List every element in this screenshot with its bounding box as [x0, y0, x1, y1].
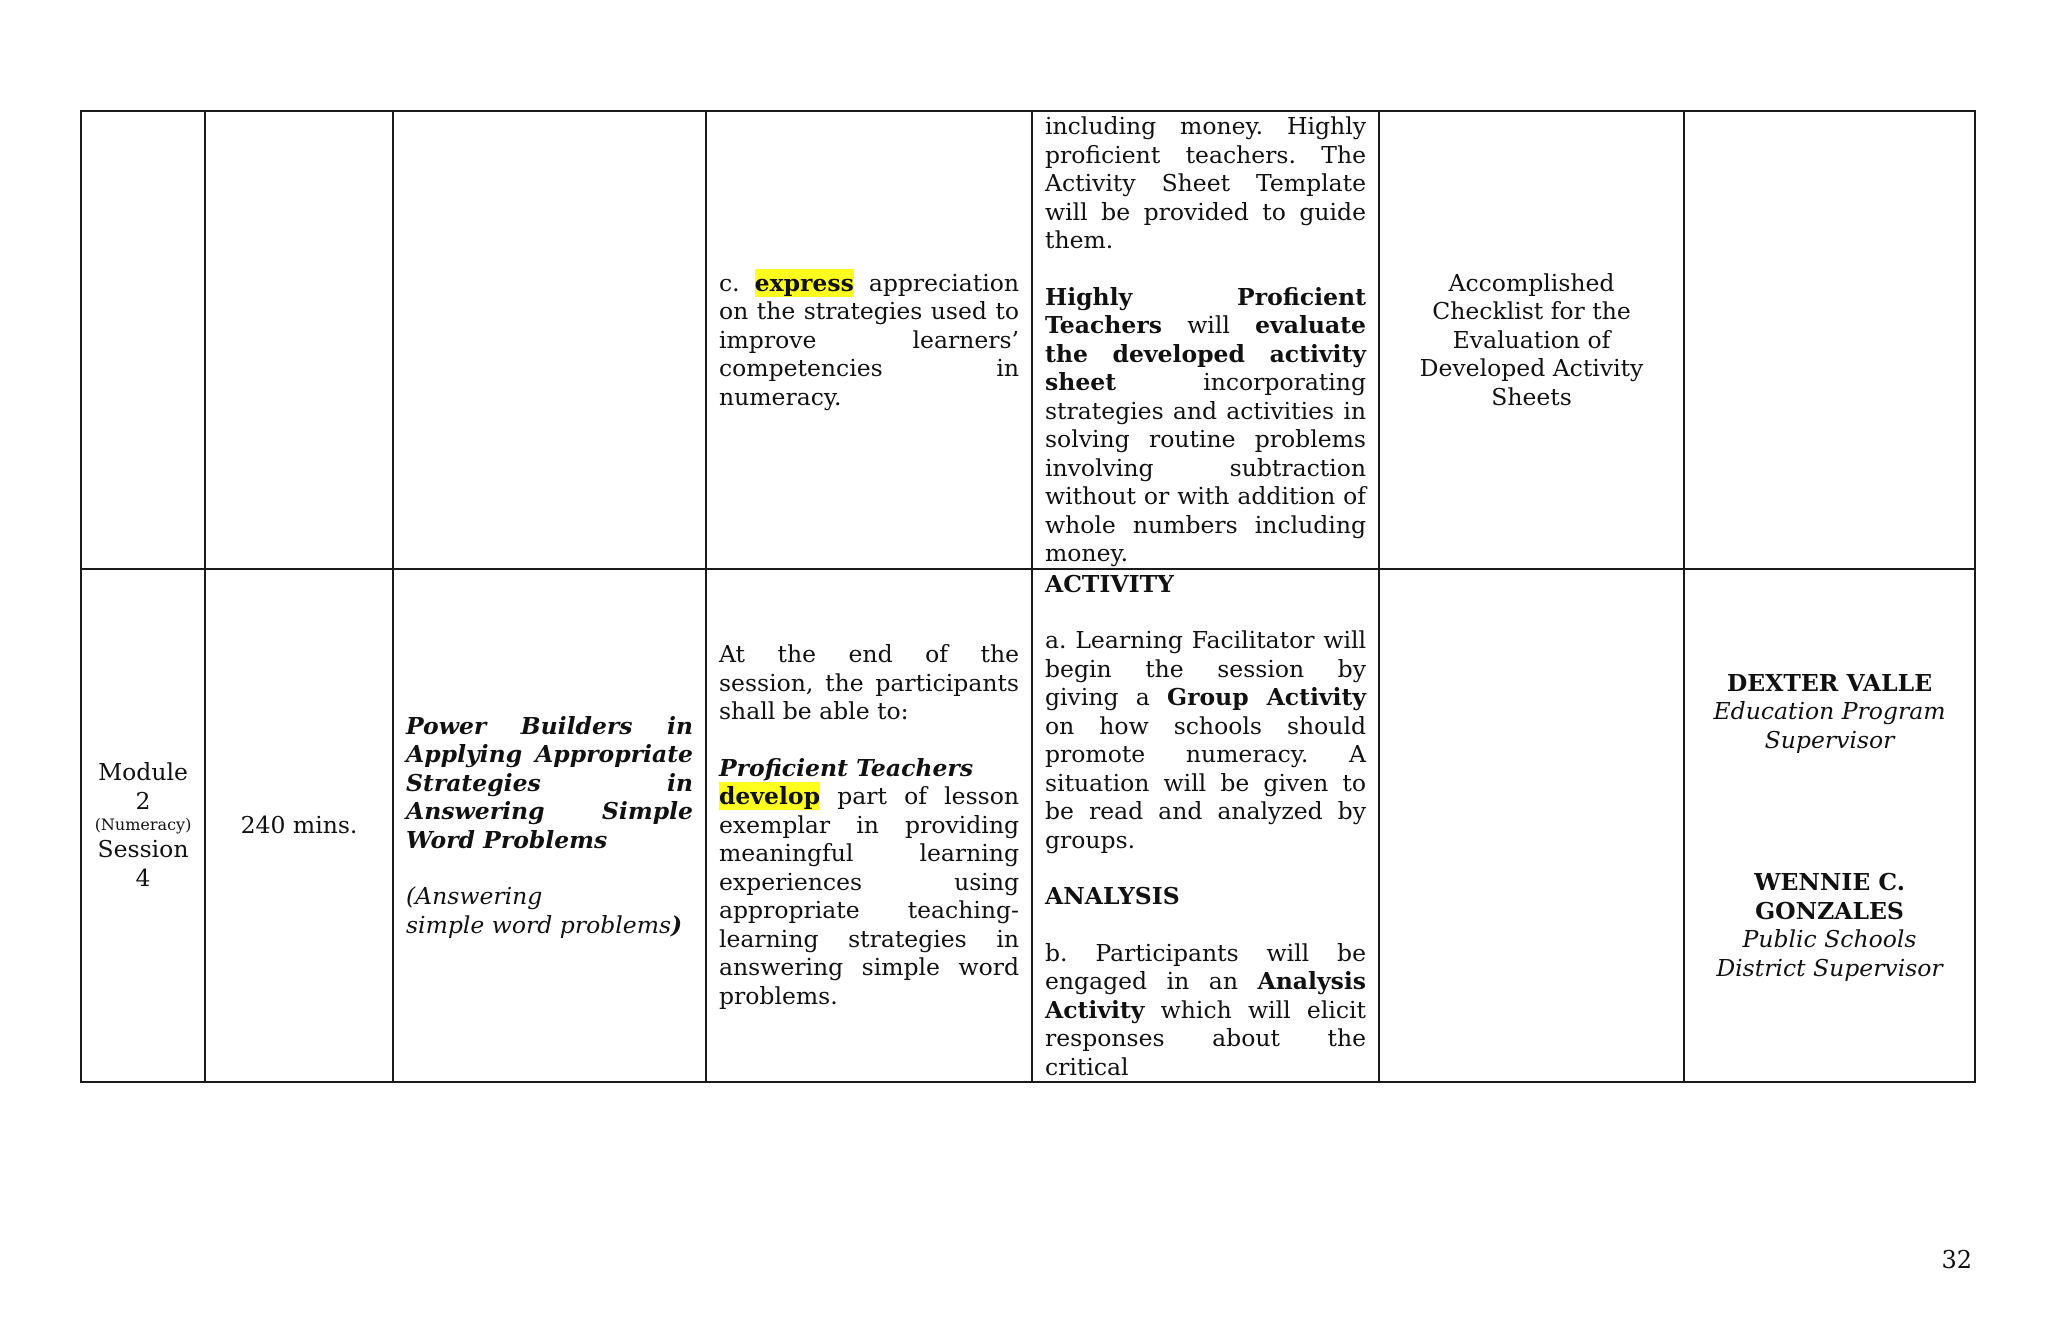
session-title: Power Builders in Applying Appropriate Strategies in Answering Simple Word Problems [406, 711, 693, 854]
activities-cell [1032, 569, 1379, 1083]
objectives-cell [706, 569, 1032, 1083]
table-row [81, 569, 1975, 1083]
table-row [81, 111, 1975, 569]
activity-intro: including money. Highly proficient teachers. The Activity Sheet Template will be provided to guide them. [1045, 112, 1366, 254]
objective-c-highlight: express [754, 268, 854, 297]
module-label: Module [98, 758, 188, 787]
output-cell [1379, 569, 1684, 1083]
output-text: Accomplished Checklist for the Evaluation of Developed Activity Sheets [1419, 268, 1644, 411]
session-subtitle [406, 882, 693, 939]
activity-hp-paragraph [1045, 283, 1366, 568]
group-activity-bold: Group Activity [1167, 683, 1366, 711]
facilitator-1-name: DEXTER VALLE [1726, 668, 1933, 697]
hp-connector: will [1161, 311, 1256, 339]
activity-heading: ACTIVITY [1045, 569, 1174, 598]
title-cell [393, 111, 706, 569]
analysis-heading: ANALYSIS [1045, 882, 1180, 910]
session-plan-table [80, 110, 1976, 1083]
module-cell [81, 569, 205, 1083]
subtitle-line-2: simple word problems [406, 910, 672, 939]
subtitle-line-1: (Answering [406, 882, 543, 910]
duration-text: 240 mins. [240, 811, 358, 839]
module-area: (Numeracy) [94, 815, 192, 835]
activity-b-rest: which will elicit responses about the critical [1045, 995, 1366, 1081]
duration-cell [205, 111, 393, 569]
session-label: Session [97, 835, 189, 864]
hp-evaluate-bold: evaluate the developed activity sheet [1045, 311, 1366, 396]
objectives-intro: At the end of the session, the participants shall be able to: [719, 640, 1019, 726]
objective-pt [719, 754, 1019, 1011]
facilitator-cell [1684, 111, 1975, 569]
objectives-cell [706, 111, 1032, 569]
analysis-activity-bold: Analysis Activity [1045, 967, 1366, 1024]
activities-cell [1032, 111, 1379, 569]
activity-a-rest: on how schools should promote numeracy. A situation will be given to be read and analyzed by groups. [1045, 711, 1366, 854]
activity-a [1045, 626, 1366, 854]
pt-develop-highlight: develop [719, 782, 821, 811]
objective-c-text: appreciation on the strategies used to improve learners’ competencies in numeracy. [719, 268, 1019, 411]
activity-b-start: b. Participants will be engaged in an [1045, 938, 1366, 995]
hp-rest-text: incorporating strategies and activities in solving routine problems involving subtraction without or with addition of whole numbers including money. [1045, 368, 1366, 567]
module-cell [81, 111, 205, 569]
pt-teachers-bold: Proficient Teachers [719, 753, 974, 782]
page-number: 32 [1941, 1246, 1972, 1274]
title-cell [393, 569, 706, 1083]
activity-b [1045, 939, 1366, 1082]
activity-a-start: a. Learning Facilitator will begin the session by giving a [1045, 626, 1366, 711]
facilitator-1-role: Education Program Supervisor [1713, 697, 1946, 754]
duration-cell [205, 569, 393, 1083]
output-cell [1379, 111, 1684, 569]
module-number: 2 [135, 786, 151, 815]
objective-c-prefix: c. [719, 268, 755, 297]
facilitator-cell [1684, 569, 1975, 1083]
subtitle-close: ) [671, 910, 683, 939]
hp-teachers-bold: Highly Proficient Teachers [1045, 282, 1366, 339]
session-number: 4 [135, 863, 151, 892]
pt-rest-text: part of lesson exemplar in providing meaningful learning experiences using appropriate teaching-learning strategies in answering simple word problems. [719, 782, 1019, 1010]
facilitator-2-name: WENNIE C. GONZALES [1754, 868, 1905, 925]
facilitator-2-role: Public Schools District Supervisor [1716, 925, 1943, 982]
